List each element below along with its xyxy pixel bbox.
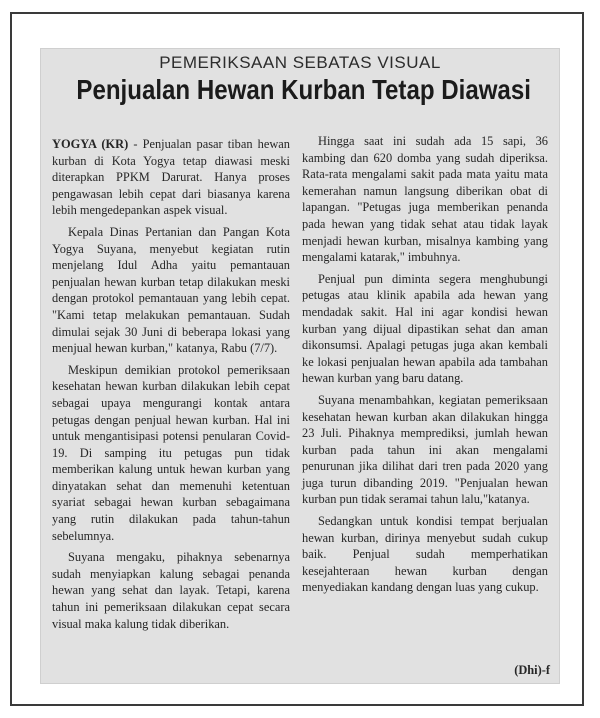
article-paragraph-2: Kepala Dinas Pertanian dan Pangan Kota Yogya Suyana, menyebut kegiatan rutin menjelang Idul Adha yaitu pemantauan penjualan hewan kurban tetap dilakukan meski dengan protokol pemantauan yang lebih cepat. "Kami tetap melakukan pemantauan. Sudah dimulai sejak 30 Juni di beberapa lokasi yang menjual hewan kurban," katanya, Rabu (7/7). bbox=[52, 224, 290, 356]
article-dateline: YOGYA (KR) bbox=[52, 137, 129, 151]
article-lead-text: - Penjualan pasar tiban hewan kurban di Kota Yogya tetap diawasi meski diterapkan PPKM Darurat. Hanya proses pengawasan lebih cepat dari biasanya karena lebih mengedepankan aspek visual. bbox=[52, 137, 291, 218]
scan-frame bbox=[10, 12, 584, 706]
article-kicker: PEMERIKSAAN SEBATAS VISUAL bbox=[159, 53, 441, 72]
article-paragraph-4: Suyana mengaku, pihaknya sebenarnya sudah menyiapkan kalung sebagai penanda hewan yang sehat dan layak. Tetapi, karena tahun ini pemeriksaan dilakukan cepat secara visual maka kalung tidak diberikan. bbox=[52, 550, 290, 631]
article-column-right bbox=[302, 133, 548, 601]
article-byline: (Dhi)-f bbox=[514, 663, 550, 677]
article-lead-paragraph bbox=[52, 136, 290, 219]
article-paragraph-5: Hingga saat ini sudah ada 15 sapi, 36 kambing dan 620 domba yang sudah diperiksa. Rata-rata mengalami sakit pada mata yaitu mata kemerahan namun langsung diberikan obat di lapangan. "Petugas juga memberikan penanda pada hewan yang tidak sehat atau tidak layak menjadi hewan kurban, misalnya kambing yang mengalami katarak," imbuhnya. bbox=[302, 134, 548, 265]
article-headline: Penjualan Hewan Kurban Tetap Diawasi bbox=[76, 74, 531, 105]
article-paragraph-6: Penjual pun diminta segera menghubungi petugas atau klinik apabila ada hewan yang mendadak sakit. Hal ini agar kondisi hewan kurban yang dijual dipastikan sehat dan aman dikonsumsi. Apalagi petugas juga akan kembali ke lokasi penjualan hewan apabila ada tambahan hewan kurban yang baru datang. bbox=[302, 271, 548, 386]
article-column-left bbox=[52, 136, 290, 637]
article-paragraph-3: Meskipun demikian protokol pemeriksaan kesehatan hewan kurban dilakukan lebih cepat sebagai upaya mengurangi kontak antara petugas dengan penjual hewan kurban. Hal ini untuk mengantisipasi potensi penularan Covid-19. Di samping itu petugas pun tidak memberikan kalung untuk hewan kurban yang dinyatakan sehat dan memenuhi ketentuan syariat sebagai hewan kurban sebagaimana yang rutin dilakukan pada tahun-tahun sebelumnya. bbox=[52, 362, 290, 543]
newspaper-clipping bbox=[40, 48, 560, 684]
article-paragraph-8: Sedangkan untuk kondisi tempat berjualan hewan kurban, dirinya menyebut sudah cukup baik. Penjual sudah memperhatikan kesejahteraan hewan kurban dengan menyediakan kandang dengan luas yang cukup. bbox=[302, 514, 548, 595]
article-paragraph-7: Suyana menambahkan, kegiatan pemeriksaan kesehatan hewan kurban akan dilakukan hingga 23 Juli. Pihaknya memprediksi, jumlah hewan kurban pada tahun ini akan mengalami penurunan jika dilihat dari tren pada 2020 yang juga turun dibanding 2019. "Penjualan hewan kurban pun tidak seramai tahun lalu,"katanya. bbox=[302, 392, 548, 507]
